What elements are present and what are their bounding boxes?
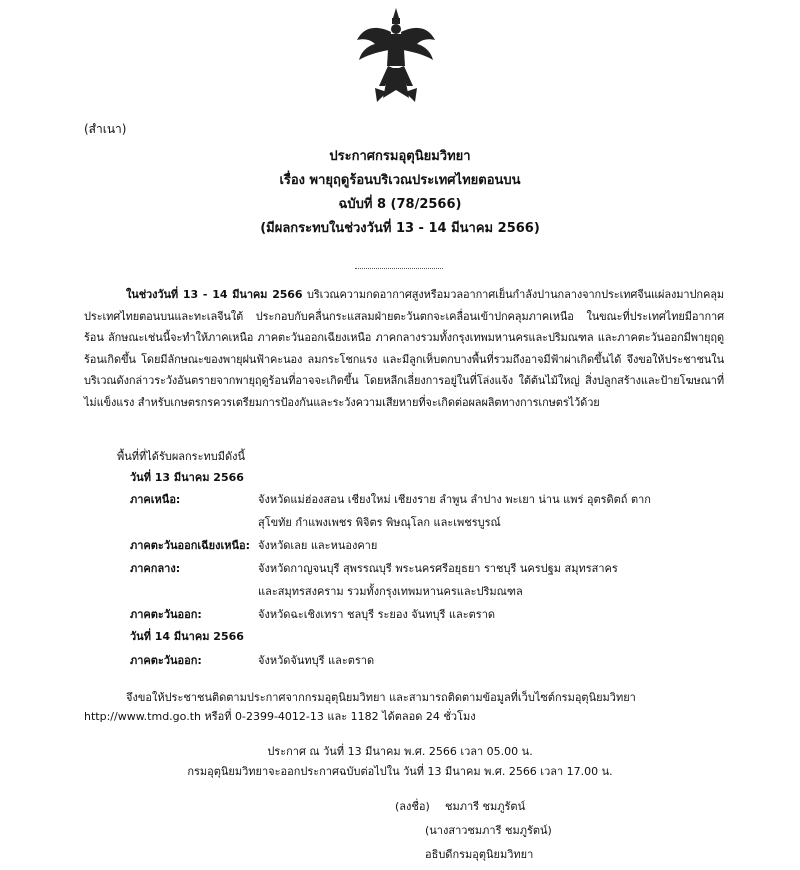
- body-text: บริเวณความกดอากาศสูงหรือมวลอากาศเย็นกำลังปานกลางจากประเทศจีนแผ่ลงมาปกคลุมประเทศไทยตอนบนและทะเลจีนใต้ ประกอบกับคลื่นกระแสลมฝ่ายตะวันตกจะเคลื่อนเข้าปกคลุมภาคเหนือ ในขณะที่ประเทศไทยมีอากาศร้อน ลักษณะเช่นนี้จะทำให้ภาคเหนือ ภาคตะวันออกเฉียงเหนือ ภาคกลางรวมทั้งกรุงเทพมหานครและปริมณฑล และภาคตะวันออกมีพายุฤดูร้อนเกิดขึ้น โดยมีลักษณะของพายุฝนฟ้าคะนอง ลมกระโชกแรง และมีลูกเห็บตกบางพื้นที่รวมถึงอาจมีฟ้าผ่าเกิดขึ้นได้ จึงขอให้ประชาชนในบริเวณดังกล่าวระวังอันตรายจากพายุฤดูร้อนที่อาจจะเกิดขึ้น โดยหลีกเลี่ยงการอยู่ในที่โล่งแจ้ง ใต้ต้นไม้ใหญ่ สิ่งปลูกสร้างและป้ายโฆษณาที่ไม่แข็งแรง สำหรับเกษตรกรควรเตรียมการป้องกันและระวังความเสียหายที่จะเกิดต่อผลผลิตทางการเกษตรไว้ด้วย: [84, 288, 725, 409]
- header-effective-dates: (มีผลกระทบในช่วงวันที่ 13 - 14 มีนาคม 2566): [260, 221, 540, 236]
- day1-north-label: ภาคเหนือ:: [130, 493, 181, 506]
- day1-north-line2: สุโขทัย กำแพงเพชร พิจิตร พิษณุโลก และเพชรบูรณ์: [258, 516, 501, 529]
- day1-east-label: ภาคตะวันออก:: [130, 608, 202, 621]
- closing-paragraph: [84, 688, 734, 726]
- issued-time: ประกาศ ณ วันที่ 13 มีนาคม พ.ศ. 2566 เวลา 05.00 น.: [267, 745, 533, 758]
- day1-northeast-value: จังหวัดเลย และหนองคาย: [258, 539, 378, 552]
- day2-east-label: ภาคตะวันออก:: [130, 654, 202, 667]
- signed-line: [395, 795, 695, 819]
- signatory-full-name: (นางสาวชมภารี ชมภูรัตน์): [425, 824, 552, 837]
- next-issue-time: กรมอุตุนิยมวิทยาจะออกประกาศฉบับต่อไปใน วันที่ 13 มีนาคม พ.ศ. 2566 เวลา 17.00 น.: [187, 765, 613, 778]
- signature-block: [395, 795, 695, 867]
- day1-central-line1: จังหวัดกาญจนบุรี สุพรรณบุรี พระนครศรีอยุธยา ราชบุรี นครปฐม สมุทรสาคร: [258, 562, 618, 575]
- header-agency-title: ประกาศกรมอุตุนิยมวิทยา: [329, 149, 471, 164]
- day1-central-line2: และสมุทรสงคราม รวมทั้งกรุงเทพมหานครและปริมณฑล: [258, 585, 523, 598]
- affected-areas-intro: พื้นที่ที่ได้รับผลกระทบมีดังนี้: [117, 450, 246, 463]
- announcement-header: [0, 145, 800, 241]
- closing-line2: http://www.tmd.go.th หรือที่ 0-2399-4012-13 และ 1182 ได้ตลอด 24 ชั่วโมง: [84, 710, 476, 723]
- closing-line1: จึงขอให้ประชาชนติดตามประกาศจากกรมอุตุนิยมวิทยา และสามารถติดตามข้อมูลที่เว็บไซต์กรมอุตุนิยมวิทยา: [126, 691, 636, 704]
- day2-date: วันที่ 14 มีนาคม 2566: [130, 630, 244, 643]
- body-lead: ในช่วงวันที่ 13 - 14 มีนาคม 2566: [126, 288, 303, 301]
- day1-date: วันที่ 13 มีนาคม 2566: [130, 471, 244, 484]
- day1-north-line1: จังหวัดแม่ฮ่องสอน เชียงใหม่ เชียงราย ลำพูน ลำปาง พะเยา น่าน แพร่ อุตรดิตถ์ ตาก: [258, 493, 651, 506]
- header-subject: เรื่อง พายุฤดูร้อนบริเวณประเทศไทยตอนบน: [279, 173, 521, 188]
- day1-east-value: จังหวัดฉะเชิงเทรา ชลบุรี ระยอง จันทบุรี และตราด: [258, 608, 496, 621]
- day1-northeast-label: ภาคตะวันออกเฉียงเหนือ:: [130, 539, 251, 552]
- day1-central-label: ภาคกลาง:: [130, 562, 181, 575]
- garuda-emblem-icon: [355, 6, 437, 106]
- announcement-body: [84, 284, 724, 413]
- header-divider: [355, 268, 443, 269]
- day2-east-value: จังหวัดจันทบุรี และตราด: [258, 654, 375, 667]
- signed-prefix: (ลงชื่อ): [395, 800, 430, 813]
- signed-name: ชมภารี ชมภูรัตน์: [445, 800, 526, 813]
- copy-label: (สำเนา): [84, 122, 127, 136]
- signatory-title: อธิบดีกรมอุตุนิยมวิทยา: [425, 848, 534, 861]
- header-issue-number: ฉบับที่ 8 (78/2566): [338, 197, 462, 212]
